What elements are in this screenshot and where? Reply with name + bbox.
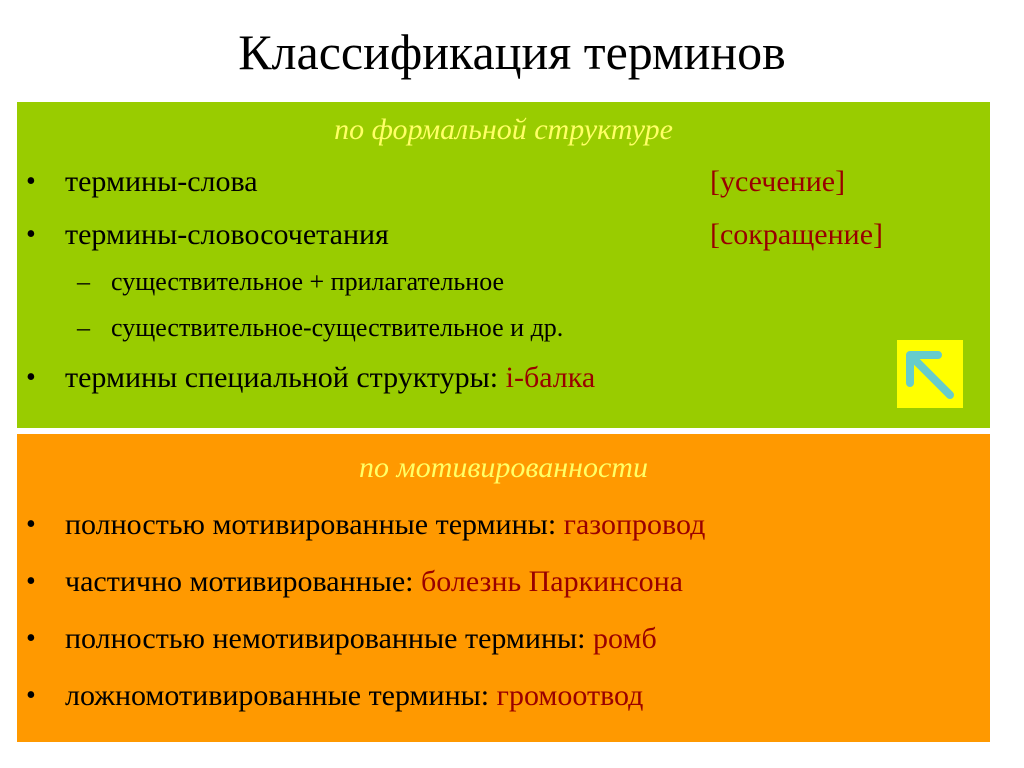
motivation-heading: по мотивированности: [359, 451, 648, 484]
list-item-text: [65, 564, 683, 600]
list-item-text: [65, 621, 657, 657]
list-item-note: [усечение]: [710, 165, 846, 198]
list-item-label: полностью немотивированные термины:: [65, 622, 594, 655]
list-item-example: громоотвод: [496, 679, 644, 712]
bullet-icon: •: [26, 509, 36, 540]
sub-list-item-text: существительное + прилагательное: [111, 267, 505, 296]
list-item-text: [65, 507, 705, 543]
bullet-icon: •: [26, 680, 36, 711]
sub-list-item-text: существительное-существительное и др.: [111, 313, 564, 342]
list-item-label: полностью мотивированные термины:: [65, 508, 564, 541]
list-item-example: ромб: [593, 622, 657, 655]
list-item-label: термины специальной структуры:: [65, 361, 506, 394]
list-item-example: i-балка: [505, 361, 596, 394]
list-item-text: [65, 678, 643, 714]
bullet-icon: •: [26, 219, 36, 250]
formal-structure-panel: [17, 102, 990, 428]
dash-icon: –: [77, 313, 90, 342]
bullet-icon: •: [26, 362, 36, 393]
list-item-text: [65, 360, 595, 396]
arrow-up-left-icon: [902, 345, 958, 403]
bullet-icon: •: [26, 566, 36, 597]
list-item-text: термины-словосочетания: [65, 218, 389, 251]
list-item-note: [сокращение]: [710, 218, 884, 251]
bullet-icon: •: [26, 623, 36, 654]
bullet-icon: •: [26, 166, 36, 197]
list-item-example: болезнь Паркинсона: [421, 565, 683, 598]
list-item-label: ложномотивированные термины:: [65, 679, 497, 712]
formal-structure-heading: по формальной структуре: [334, 113, 673, 146]
list-item-label: частично мотивированные:: [65, 565, 422, 598]
list-item-text: термины-слова: [65, 165, 258, 198]
back-arrow-button[interactable]: [897, 340, 963, 408]
dash-icon: –: [77, 267, 90, 296]
motivation-panel: [17, 434, 990, 742]
list-item-example: газопровод: [563, 508, 706, 541]
slide-title: Классификация терминов: [238, 24, 786, 80]
